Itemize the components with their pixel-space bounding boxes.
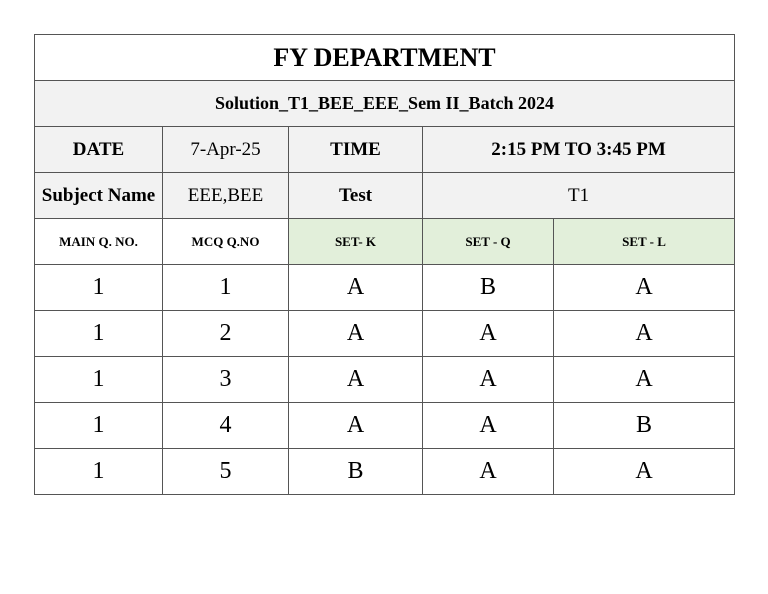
set-q-answer-cell: A: [423, 449, 554, 495]
table-row: [35, 449, 735, 495]
time-label: TIME: [289, 127, 423, 173]
date-time-row: [35, 127, 735, 173]
page-subtitle: Solution_T1_BEE_EEE_Sem II_Batch 2024: [35, 81, 735, 127]
set-k-answer-cell: A: [289, 265, 423, 311]
date-value: 7-Apr-25: [163, 127, 289, 173]
set-q-answer-cell: A: [423, 357, 554, 403]
mcq-q-no-cell: 1: [163, 265, 289, 311]
set-k-answer-cell: A: [289, 311, 423, 357]
main-q-no-cell: 1: [35, 449, 163, 495]
table-row: [35, 357, 735, 403]
subject-value: EEE,BEE: [163, 173, 289, 219]
set-q-answer-cell: B: [423, 265, 554, 311]
answer-key-table: [34, 34, 735, 495]
column-header-set-k: SET- K: [289, 219, 423, 265]
main-q-no-cell: 1: [35, 311, 163, 357]
set-q-answer-cell: A: [423, 403, 554, 449]
time-value: 2:15 PM TO 3:45 PM: [423, 127, 735, 173]
table-row: [35, 403, 735, 449]
mcq-q-no-cell: 5: [163, 449, 289, 495]
column-header-main-q-no: MAIN Q. NO.: [35, 219, 163, 265]
mcq-q-no-cell: 4: [163, 403, 289, 449]
test-value: T1: [423, 173, 735, 219]
main-q-no-cell: 1: [35, 357, 163, 403]
set-l-answer-cell: A: [554, 311, 735, 357]
subtitle-row: [35, 81, 735, 127]
main-q-no-cell: 1: [35, 265, 163, 311]
set-l-answer-cell: A: [554, 357, 735, 403]
subject-label: Subject Name: [35, 173, 163, 219]
subject-test-row: [35, 173, 735, 219]
column-header-mcq-q-no: MCQ Q.NO: [163, 219, 289, 265]
answer-key-sheet: [34, 34, 734, 495]
column-header-set-q: SET - Q: [423, 219, 554, 265]
set-q-answer-cell: A: [423, 311, 554, 357]
column-header-set-l: SET - L: [554, 219, 735, 265]
table-row: [35, 265, 735, 311]
set-l-answer-cell: A: [554, 265, 735, 311]
date-label: DATE: [35, 127, 163, 173]
main-q-no-cell: 1: [35, 403, 163, 449]
column-header-row: [35, 219, 735, 265]
set-k-answer-cell: A: [289, 357, 423, 403]
set-l-answer-cell: A: [554, 449, 735, 495]
page-title: FY DEPARTMENT: [35, 35, 735, 81]
set-l-answer-cell: B: [554, 403, 735, 449]
set-k-answer-cell: A: [289, 403, 423, 449]
set-k-answer-cell: B: [289, 449, 423, 495]
test-label: Test: [289, 173, 423, 219]
title-row: [35, 35, 735, 81]
mcq-q-no-cell: 2: [163, 311, 289, 357]
mcq-q-no-cell: 3: [163, 357, 289, 403]
table-row: [35, 311, 735, 357]
